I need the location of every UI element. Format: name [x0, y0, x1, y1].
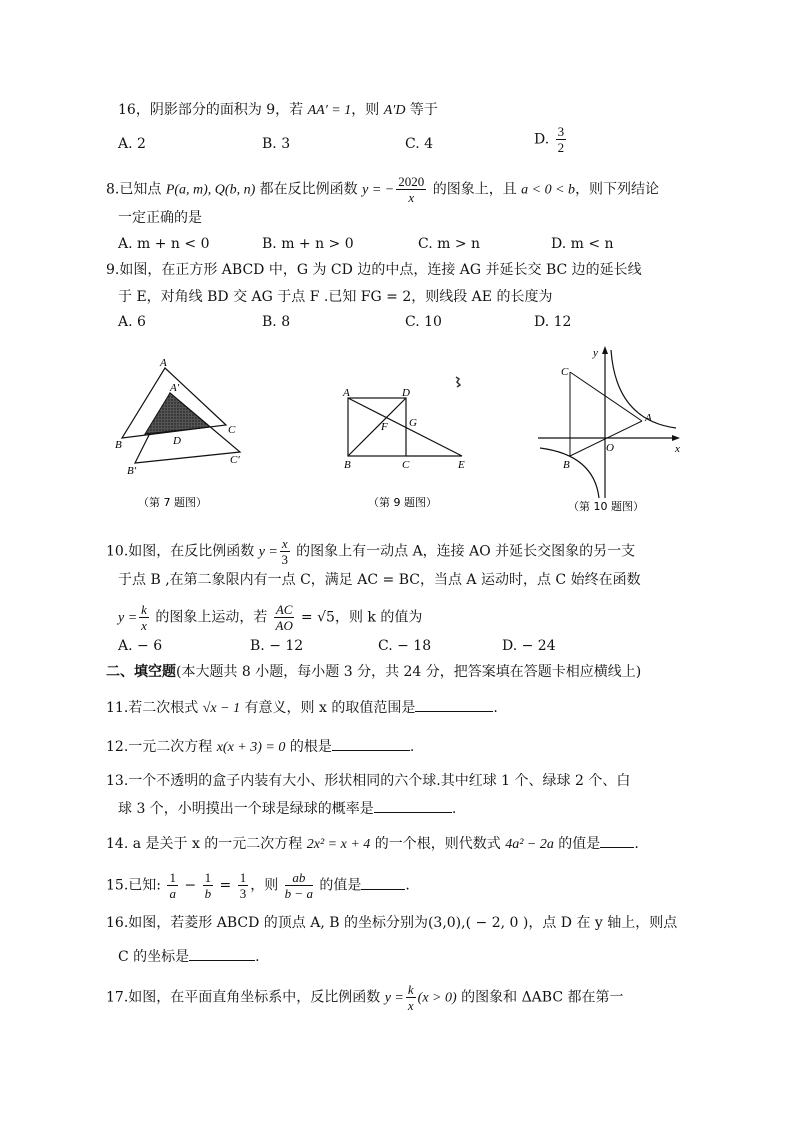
q8-line2: 一定正确的是 — [118, 210, 202, 226]
q7-option-a: A. 2 — [118, 136, 146, 152]
q14-line: 14. a 是关于 x 的一元二次方程 2x² = x + 4 的一个根，则代数式 4a² − 2a 的值是 . — [106, 833, 639, 855]
fig7-caption: （第 7 题图） — [138, 496, 207, 509]
q10-line2: 于点 B ,在第二象限内有一点 C，满足 AC = BC，当点 A 运动时，点 C 始终在函数 — [118, 572, 641, 588]
figure-7 — [115, 357, 240, 509]
q11-line: 11.若二次根式 √x − 1 有意义，则 x 的取值范围是 . — [106, 697, 498, 719]
q10-option-c: C. − 18 — [378, 638, 432, 654]
fig7-label-b-prime: B′ — [127, 465, 137, 477]
fig7-shaded-region — [145, 393, 210, 434]
q16-answer-blank[interactable] — [189, 946, 255, 961]
svg-text:C: C — [402, 459, 410, 471]
fig7-label-a-prime: A′ — [170, 382, 180, 394]
q17-fraction: $\frac{k}{x}$ — [407, 982, 414, 1013]
fig10-curve-q1 — [611, 350, 676, 428]
fig9-line-ae — [348, 398, 462, 456]
q8-fraction: $\frac{2020}{x}$ — [398, 174, 425, 205]
fig7-label-b: B — [115, 439, 122, 451]
q9-line2: 于 E，对角线 BD 交 AG 于点 F .已知 FG = 2，则线段 AE 的长度为 — [118, 289, 553, 305]
q10-option-d: D. − 24 — [502, 638, 556, 654]
q16-line2: C 的坐标是 . — [118, 946, 260, 967]
fig7-label-a: A — [160, 357, 167, 369]
svg-text:x: x — [675, 443, 680, 455]
svg-text:y: y — [593, 347, 598, 359]
q10-line1: 10.如图，在反比例函数 y = $\frac{x}{3}$ 的图象上有一动点 A，连接 AO 并延长交图象的另一支 — [106, 536, 636, 567]
svg-text:B: B — [344, 459, 351, 471]
q11-answer-blank[interactable] — [415, 697, 493, 712]
q8-line1: 8.已知点 P(a, m), Q(b, n) 都在反比例函数 y = − $\frac{2020}{x}$ 的图象上，且 a < 0 < b，则下列结论 — [106, 174, 660, 205]
q10-line3: y = $\frac{k}{x}$ 的图象上运动，若 $\frac{AC}{AO}$ = √5，则 k 的值为 — [118, 602, 423, 633]
fig7-label-c-prime: C′ — [230, 454, 240, 466]
q8-option-b: B. m + n > 0 — [262, 236, 354, 252]
svg-text:A: A — [645, 412, 652, 424]
q14-answer-blank[interactable] — [600, 833, 634, 848]
q10-fraction: $\frac{x}{3}$ — [281, 536, 289, 567]
q10-option-a: A. − 6 — [118, 638, 163, 654]
q8-option-c: C. m > n — [418, 236, 481, 252]
fig9-scribble-mark — [456, 377, 460, 387]
q15-line: 15.已知: $\frac{1}{a}$ − $\frac{1}{b}$ = $\frac{1}{3}$ ，则 $\frac{ab}{b - a}$ 的值是 . — [106, 870, 410, 901]
svg-text:G: G — [409, 417, 417, 429]
q12-line: 12.一元二次方程 x(x + 3) = 0 的根是 . — [106, 736, 414, 758]
q9-option-c: C. 10 — [405, 314, 442, 330]
svg-text:E: E — [458, 459, 465, 471]
q8-option-d: D. m < n — [551, 236, 614, 252]
figures — [0, 0, 794, 530]
q10-ratio: $\frac{AC}{AO}$ — [275, 602, 293, 633]
svg-text:A: A — [343, 387, 350, 399]
q16-line1: 16.如图，若菱形 ABCD 的顶点 A, B 的坐标分别为(3,0),( − 2, 0 )，点 D 在 y 轴上，则点 — [106, 915, 678, 931]
fig10-caption: （第 10 题图） — [568, 500, 644, 513]
section2-heading: 二、填空题(本大题共 8 小题，每小题 3 分，共 24 分，把答案填在答题卡相应横线上) — [106, 664, 642, 680]
fig7-label-d: D — [173, 435, 181, 447]
q12-answer-blank[interactable] — [332, 736, 410, 751]
q7-option-c: C. 4 — [405, 136, 434, 152]
q9-line1: 9.如图，在正方形 ABCD 中，G 为 CD 边的中点，连接 AG 并延长交 BC 边的延长线 — [106, 262, 642, 278]
svg-text:F: F — [381, 421, 388, 433]
fig9-diagonal-bd — [348, 398, 406, 456]
q9-option-b: B. 8 — [262, 314, 291, 330]
q17-line1: 17.如图，在平面直角坐标系中，反比例函数 y = $\frac{k}{x}$ (x > 0) 的图象和 ΔABC 都在第一 — [106, 982, 624, 1013]
svg-text:C: C — [561, 366, 569, 378]
svg-text:D: D — [402, 387, 410, 399]
q7-line: 16，阴影部分的面积为 9，若 AA′ = 1，则 A′D 等于 — [118, 102, 438, 118]
q7-d-fraction: $\frac{3}{2}$ — [557, 124, 565, 155]
q7-option-d: D. $\frac{3}{2}$ — [534, 124, 565, 155]
svg-text:B: B — [563, 459, 570, 471]
q9-option-a: A. 6 — [118, 314, 146, 330]
q13-line1: 13.一个不透明的盒子内装有大小、形状相同的六个球.其中红球 1 个、绿球 2 个、白 — [106, 773, 631, 789]
q9-option-d: D. 12 — [534, 314, 572, 330]
fig7-label-c: C — [228, 424, 236, 436]
q8-option-a: A. m + n < 0 — [118, 236, 210, 252]
q13-answer-blank[interactable] — [374, 798, 452, 813]
svg-text:O: O — [606, 442, 614, 454]
fig10-line-ca — [570, 372, 642, 421]
figure-9 — [342, 377, 465, 509]
q10-fraction-k: $\frac{k}{x}$ — [141, 602, 147, 633]
q15-answer-blank[interactable] — [361, 875, 405, 890]
q7-option-b: B. 3 — [262, 136, 291, 152]
q13-line2: 球 3 个，小明摸出一个球是绿球的概率是 . — [118, 798, 456, 819]
q10-option-b: B. − 12 — [250, 638, 304, 654]
figure-10 — [538, 346, 680, 513]
fig9-caption: （第 9 题图） — [368, 496, 437, 509]
